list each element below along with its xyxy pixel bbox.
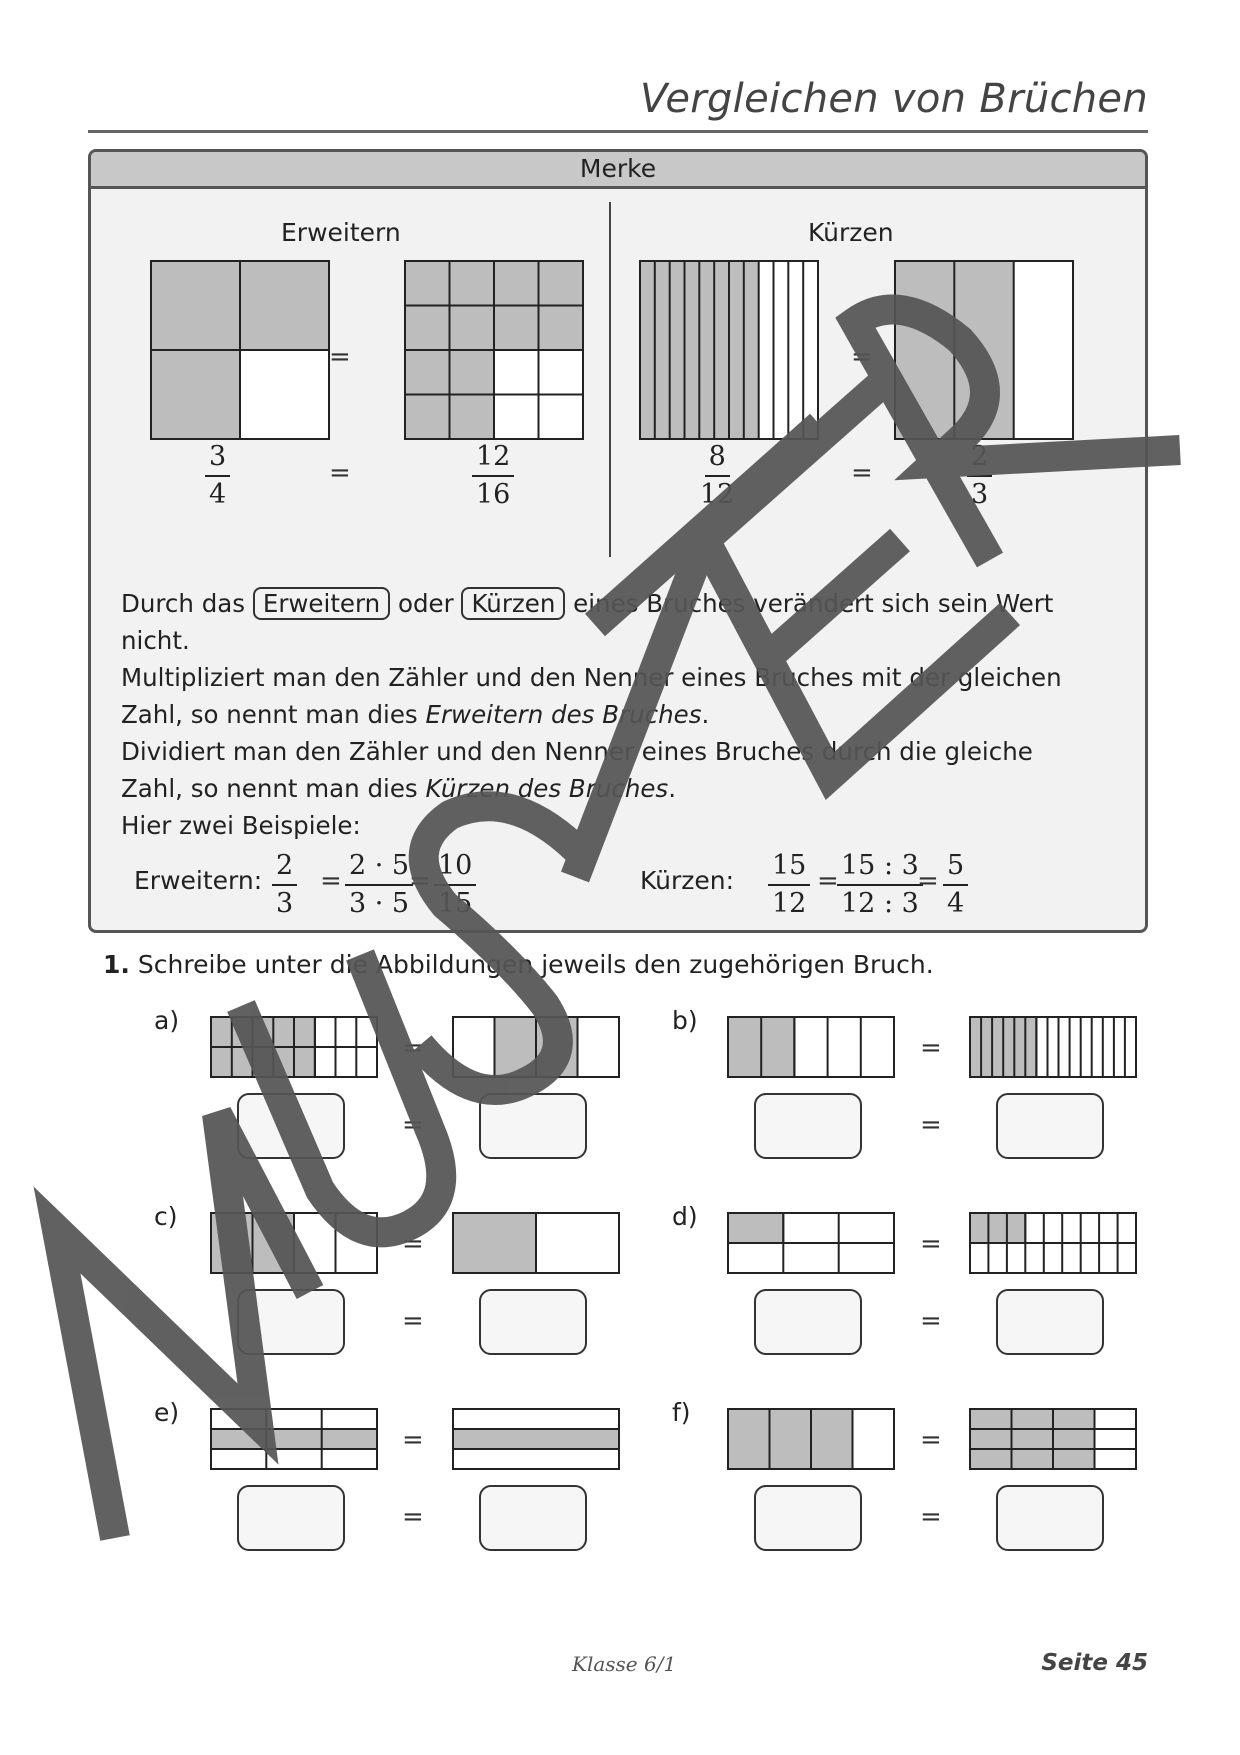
page-title: Vergleichen von Brüchen — [640, 76, 1148, 122]
footer-class: Klasse 6/1 — [572, 1652, 677, 1676]
fraction-12-16: $\frac{12}{16}$ — [472, 440, 514, 512]
equals-sign: = — [329, 458, 351, 488]
task-label-f: f) — [672, 1398, 691, 1427]
equals-sign: = — [402, 1425, 424, 1455]
answer-box-a-left[interactable] — [237, 1093, 345, 1159]
example-kuerzen-f3: $\frac{5}{4}$ — [943, 849, 968, 921]
kuerzen-title: Kürzen — [808, 218, 894, 247]
answer-box-b-right[interactable] — [996, 1093, 1104, 1159]
equals-sign: = — [402, 1110, 424, 1140]
rule-line-6: Zahl, so nennt man dies Kürzen des Bruches. — [121, 774, 676, 803]
equals-sign: = — [320, 866, 342, 896]
fraction-2-3: $\frac{2}{3}$ — [967, 440, 992, 512]
rule-line-4: Zahl, so nennt man dies Erweitern des Bruches. — [121, 700, 710, 729]
footer-page: Seite 45 — [1041, 1650, 1148, 1676]
keyword-erweitern: Erweitern — [253, 587, 390, 620]
equals-sign: = — [920, 1306, 942, 1336]
equals-sign: = — [329, 342, 351, 372]
example-erweitern-f1: $\frac{2}{3}$ — [272, 849, 297, 921]
equals-sign: = — [920, 1110, 942, 1140]
answer-box-f-left[interactable] — [754, 1485, 862, 1551]
equals-sign: = — [409, 866, 431, 896]
task-label-d: d) — [672, 1202, 698, 1231]
equals-sign: = — [851, 458, 873, 488]
example-kuerzen-f2: $\frac{15 : 3}{12 : 3}$ — [837, 849, 923, 921]
example-erweitern-label: Erweitern: — [134, 866, 263, 895]
task-label-c: c) — [154, 1202, 178, 1231]
answer-box-f-right[interactable] — [996, 1485, 1104, 1551]
fraction-3-4: $\frac{3}{4}$ — [205, 440, 230, 512]
example-kuerzen-label: Kürzen: — [640, 866, 735, 895]
rule-line-7: Hier zwei Beispiele: — [121, 811, 361, 840]
example-kuerzen-f1: $\frac{15}{12}$ — [768, 849, 810, 921]
equals-sign: = — [920, 1033, 942, 1063]
equals-sign: = — [402, 1033, 424, 1063]
example-erweitern-f2: $\frac{2 \cdot 5}{3 \cdot 5}$ — [345, 849, 413, 921]
equals-sign: = — [402, 1229, 424, 1259]
merke-heading: Merke — [91, 152, 1145, 189]
answer-box-c-right[interactable] — [479, 1289, 587, 1355]
rule-line-5: Dividiert man den Zähler und den Nenner eines Bruches durch die gleiche — [121, 737, 1033, 766]
task-label-a: a) — [154, 1006, 180, 1035]
equals-sign: = — [920, 1229, 942, 1259]
equals-sign: = — [920, 1502, 942, 1532]
rule-line-2: nicht. — [121, 626, 190, 655]
erweitern-title: Erweitern — [281, 218, 401, 247]
task-instruction: 1. Schreibe unter die Abbildungen jeweils den zugehörigen Bruch. — [103, 950, 934, 979]
rule-line-3: Multipliziert man den Zähler und den Nenner eines Bruches mit der gleichen — [121, 663, 1062, 692]
task-label-e: e) — [154, 1398, 180, 1427]
answer-box-d-right[interactable] — [996, 1289, 1104, 1355]
answer-box-d-left[interactable] — [754, 1289, 862, 1355]
equals-sign: = — [402, 1502, 424, 1532]
answer-box-e-left[interactable] — [237, 1485, 345, 1551]
answer-box-b-left[interactable] — [754, 1093, 862, 1159]
rule-line-1: Durch das Erweitern oder Kürzen eines Bruches verändert sich sein Wert — [121, 589, 1054, 618]
fraction-8-12: $\frac{8}{12}$ — [700, 441, 735, 510]
equals-sign: = — [851, 342, 873, 372]
task-label-b: b) — [672, 1006, 698, 1035]
equals-sign: = — [402, 1306, 424, 1336]
keyword-kuerzen: Kürzen — [461, 587, 565, 620]
example-erweitern-f3: $\frac{10}{15}$ — [434, 849, 476, 921]
answer-box-a-right[interactable] — [479, 1093, 587, 1159]
equals-sign: = — [917, 866, 939, 896]
equals-sign: = — [817, 866, 839, 896]
equals-sign: = — [920, 1425, 942, 1455]
answer-box-e-right[interactable] — [479, 1485, 587, 1551]
answer-box-c-left[interactable] — [237, 1289, 345, 1355]
